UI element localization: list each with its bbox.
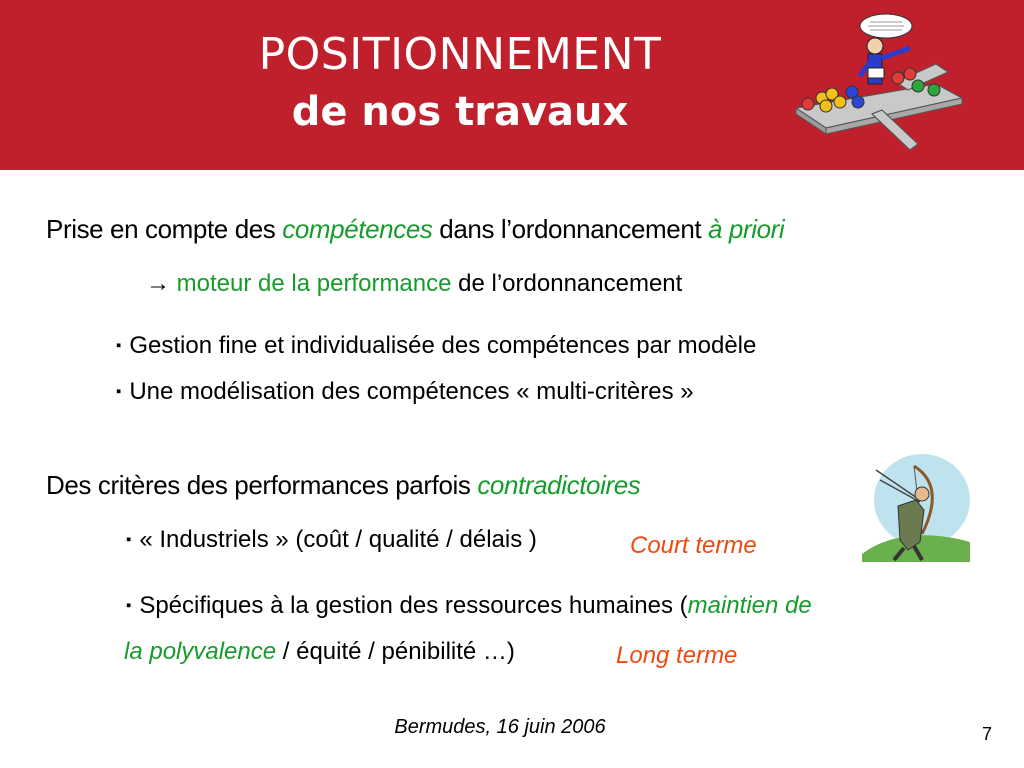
slide-title: POSITIONNEMENT: [258, 29, 662, 80]
section2-bullet-1: ▪ « Industriels » (coût / qualité / délais ): [126, 526, 537, 553]
section1-heading-emphasis-1: compétences: [282, 214, 433, 244]
short-term-tag: Court terme: [630, 532, 757, 559]
section1-bullet-1: ▪ Gestion fine et individualisée des compétences par modèle: [116, 332, 757, 359]
section2-heading-emphasis: contradictoires: [477, 470, 641, 500]
section1-heading: Prise en compte des compétences dans l’ordonnancement à priori: [46, 214, 785, 244]
section2-bullet-2-line2: la polyvalence / équité / pénibilité …): [124, 638, 515, 665]
square-bullet-icon: ▪: [126, 531, 132, 548]
section1-heading-emphasis-2: à priori: [708, 214, 785, 244]
square-bullet-icon: ▪: [116, 337, 122, 354]
section1-arrow-line: → moteur de la performance de l’ordonnancement: [146, 270, 683, 297]
header-band: [0, 0, 1024, 170]
square-bullet-icon: ▪: [126, 597, 132, 614]
arrow-line-emphasis: moteur de la performance: [176, 270, 452, 297]
section1-bullet-2: ▪ Une modélisation des compétences « multi-critères »: [116, 378, 694, 405]
arrow-icon: →: [146, 270, 170, 297]
long-term-tag: Long terme: [616, 642, 738, 669]
cartoon-queue-scheduler-icon: [786, 12, 966, 154]
square-bullet-icon: ▪: [116, 383, 122, 400]
slide-subtitle: de nos travaux: [291, 89, 629, 135]
archer-businessman-icon: [858, 450, 972, 564]
page-number: 7: [981, 724, 992, 744]
speech-bubble-icon: [860, 14, 912, 38]
section2-bullet-2-line1: ▪ Spécifiques à la gestion des ressources humaines (maintien de: [126, 592, 812, 619]
section2-heading: Des critères des performances parfois contradictoires: [46, 470, 641, 500]
footer-date: Bermudes, 16 juin 2006: [394, 716, 606, 738]
